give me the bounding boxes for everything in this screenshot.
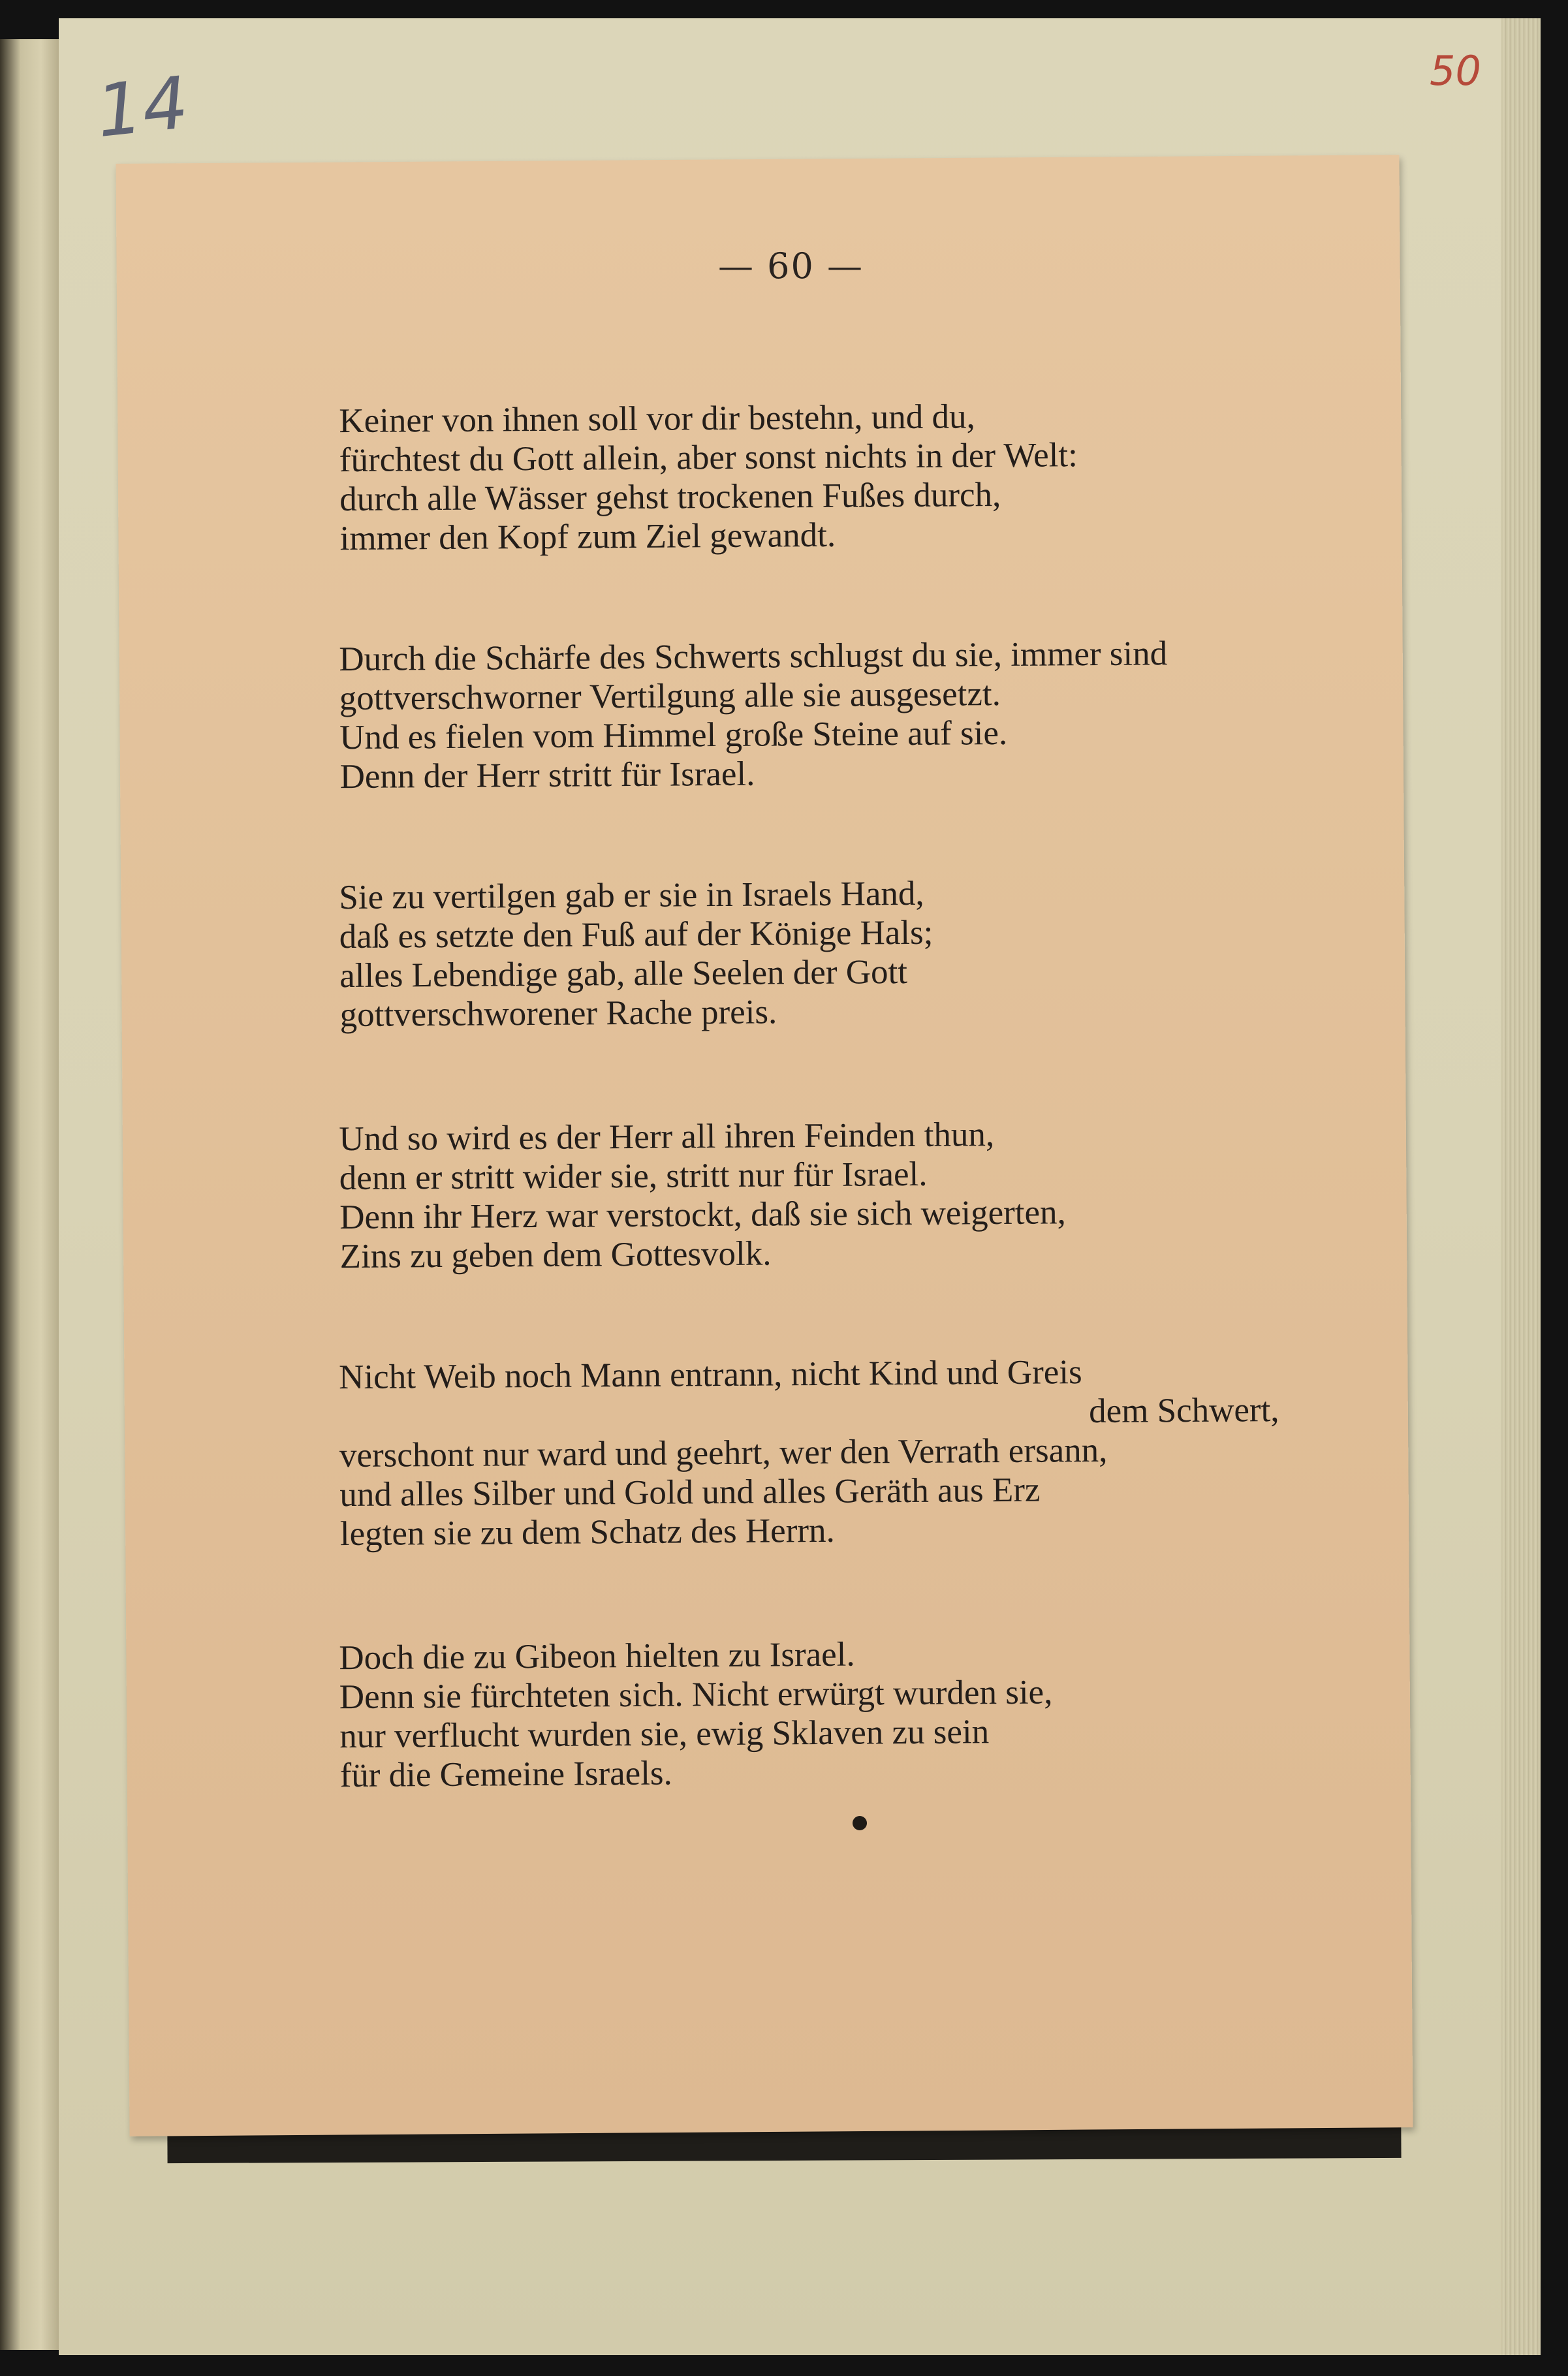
- verse-line: Doch die zu Gibeon hielten zu Israel.: [339, 1635, 855, 1678]
- verse-line: Nicht Weib noch Mann entrann, nicht Kind und Greis: [338, 1353, 1082, 1397]
- end-mark: [853, 1816, 867, 1830]
- verse-line: Zins zu geben dem Gottesvolk.: [339, 1234, 772, 1276]
- verse-line: gottverschworener Rache preis.: [339, 993, 777, 1035]
- verse-line: alles Lebendige gab, alle Seelen der Gott: [339, 953, 908, 995]
- stanza-4: [339, 1113, 1293, 1276]
- verse-line: Denn ihr Herz war verstockt, daß sie sich weigerten,: [339, 1193, 1066, 1237]
- stanza-5: [339, 1351, 1293, 1554]
- stanza-3: [339, 871, 1293, 1035]
- stanza-1: [339, 395, 1293, 558]
- pencil-annotation: 14: [92, 61, 193, 153]
- verse-line: durch alle Wässer gehst trockenen Fußes durch,: [339, 476, 1001, 519]
- stanza-2: [339, 633, 1293, 796]
- folio-number: 50: [1430, 47, 1481, 95]
- verse-line: fürchtest du Gott allein, aber sonst nichts in der Welt:: [339, 436, 1078, 480]
- verse-line: Denn der Herr stritt für Israel.: [339, 755, 755, 796]
- verse-line: legten sie zu dem Schatz des Herrn.: [339, 1511, 835, 1554]
- book-spine: [0, 39, 59, 2350]
- page-number: — 60 —: [718, 245, 864, 287]
- verse-line: gottverschworner Vertilgung alle sie ausgesetzt.: [339, 675, 1001, 718]
- verse-line: Und es fielen vom Himmel große Steine auf sie.: [339, 713, 1008, 757]
- verse-line: verschont nur ward und geehrt, wer den Verrath ersann,: [339, 1431, 1108, 1475]
- verse-line: Durch die Schärfe des Schwerts schlugst du sie, immer sind: [339, 634, 1168, 679]
- stanza-6: [339, 1632, 1293, 1795]
- verse-line: daß es setzte den Fuß auf der Könige Hals;: [339, 913, 933, 956]
- verse-line: für die Gemeine Israels.: [339, 1754, 673, 1795]
- verse-line: denn er stritt wider sie, stritt nur für Israel.: [339, 1155, 928, 1198]
- verse-line: und alles Silber und Gold und alles Geräth aus Erz: [339, 1471, 1041, 1514]
- verse-line: Sie zu vertilgen gab er sie in Israels Hand,: [339, 874, 924, 917]
- verse-line: Und so wird es der Herr all ihren Feinden thun,: [339, 1116, 995, 1159]
- verse-line: Denn sie fürchteten sich. Nicht erwürgt wurden sie,: [339, 1673, 1053, 1717]
- verse-line: Keiner von ihnen soll vor dir bestehn, und du,: [339, 398, 976, 441]
- page-edges: [1501, 18, 1541, 2355]
- verse-line-continuation: dem Schwert,: [1088, 1391, 1279, 1431]
- verse-line: immer den Kopf zum Ziel gewandt.: [339, 516, 836, 558]
- verse-line: nur verflucht wurden sie, ewig Sklaven zu sein: [339, 1713, 990, 1756]
